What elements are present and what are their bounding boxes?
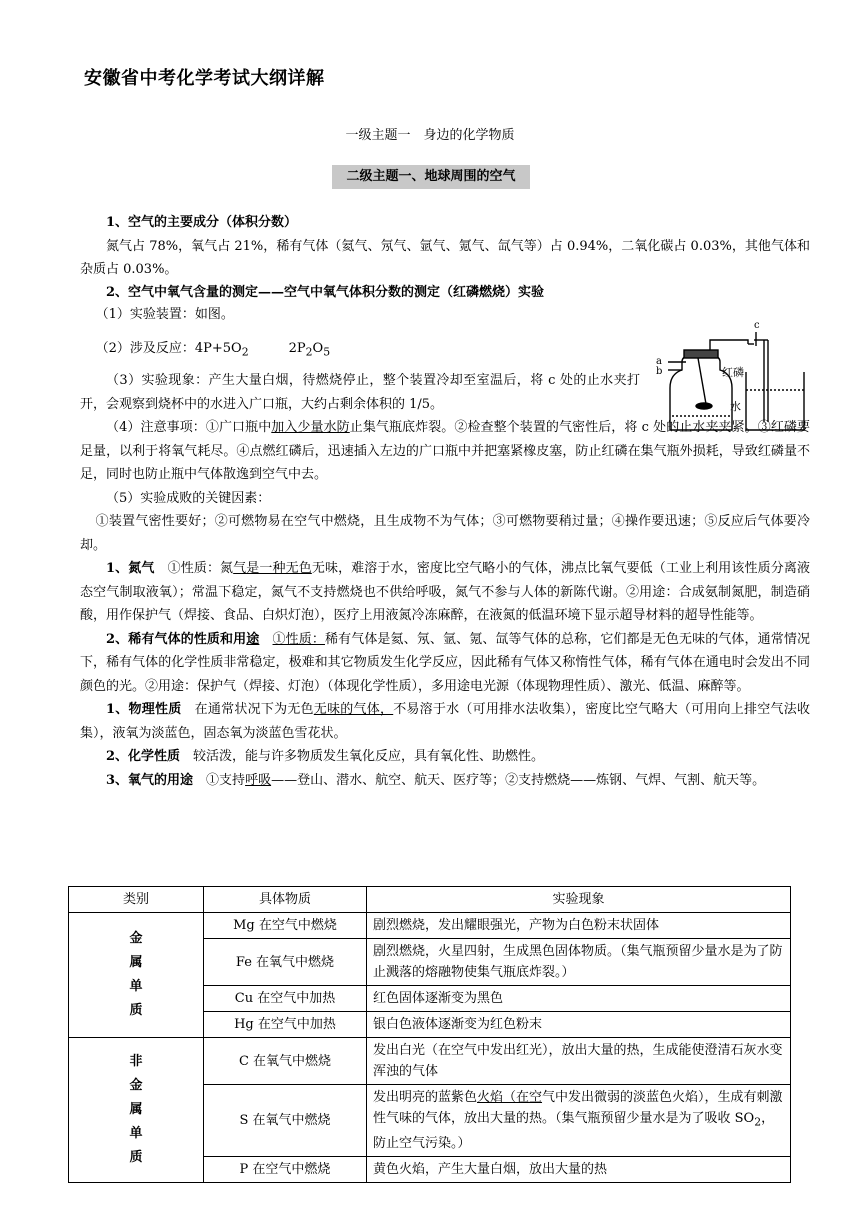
obs-underline: 火焰（在空 — [477, 1090, 543, 1105]
oxygen-physical-part-b: 不易溶于水（可用排水法收集），密度比空气略大（可用向上排空气法收集），液氧为淡蓝色，固态氧为淡蓝色雪花状。 — [80, 702, 810, 741]
header-category: 类别 — [69, 887, 204, 913]
substance-cell: Fe 在氧气中燃烧 — [204, 939, 367, 986]
rare-gas-heading: 2、稀有气体的性质和用 — [106, 631, 247, 647]
table-row — [69, 913, 791, 939]
key-factors-heading: （5）实验成败的关键因素： — [106, 490, 271, 506]
rare-gas-heading-underline: 途 — [246, 631, 260, 647]
nitrogen-part-b: 无味，难溶于水，密度比空气略小的气体，沸点比氧气要低（工业上利用该性质分离液态空气制取液氧）；常温下稳定，氮气不支持燃烧也不供给呼吸，氮气不参与人体的新陈代谢。②用途：合成氨制氮肥，制造硝酸，用作保护气（焊接、食品、白炽灯泡），医疗上用液氮冷冻麻醉，在液氮的低温环境下显示超导材料的超导性能等。 — [80, 561, 810, 623]
substance-cell: P 在空气中燃烧 — [204, 1156, 367, 1182]
label-water: 水 — [730, 400, 741, 413]
obs-part-c: ，防止空气污染。） — [373, 1111, 775, 1151]
substance-cell: Hg 在空气中加热 — [204, 1012, 367, 1038]
nitrogen-heading: 1、氮气 — [106, 561, 155, 576]
reaction-product-a: 2P — [288, 340, 306, 356]
section-1-text: 氮气占 78%，氧气占 21%，稀有气体（氦气、氖气、氩气、氪气、氙气等）占 0.94%，二氧化碳占 0.03%，其他气体和杂质占 0.03%。 — [80, 238, 810, 277]
oxygen-physical-part-a: 在通常状况下为无色 — [181, 702, 314, 717]
phenomenon-cell: 剧烈燃烧，火星四射，生成黑色固体物质。（集气瓶预留少量水是为了防止溅落的熔融物使集气瓶底炸裂。） — [367, 939, 791, 986]
header-substance: 具体物质 — [204, 887, 367, 913]
oxygen-use-part-b: ——登山、潜水、航空、航天、医疗等；②支持燃烧——炼钢、气焊、气割、航天等。 — [271, 772, 766, 788]
substance-cell: C 在氧气中燃烧 — [204, 1038, 367, 1085]
substance-cell: S 在氧气中燃烧 — [204, 1085, 367, 1157]
oxygen-physical-paragraph — [80, 698, 810, 745]
label-a: a — [656, 356, 662, 367]
reaction-product-b: O — [312, 340, 324, 356]
notes-underline: 加入少量水防 — [271, 420, 350, 435]
oxygen-use-underline: 呼吸 — [245, 772, 272, 788]
phenomenon-cell: 黄色火焰，产生大量白烟，放出大量的热 — [367, 1156, 791, 1182]
obs-part-b: 气中发出微弱的淡蓝色火焰），生成有刺激性气味的气体，放出大量的热。（集气瓶预留少量水是为了吸收 SO — [373, 1090, 783, 1126]
experiment-apparatus: （1）实验装置：如图。 — [95, 307, 234, 322]
section-2-items — [80, 303, 640, 364]
apparatus-figure — [646, 312, 808, 436]
label-b: b — [656, 366, 663, 377]
category-nonmetal: 非 金 属 单 质 — [69, 1038, 204, 1183]
topic-level-2: 二级主题一、地球周围的空气 — [332, 165, 530, 189]
table-header-row — [69, 887, 791, 913]
notes-part-a: （4）注意事项：①广口瓶中 — [106, 420, 272, 435]
section-1-heading: 1、空气的主要成分（体积分数） — [106, 215, 298, 230]
section-1 — [80, 211, 810, 282]
phenomenon-cell: 剧烈燃烧，发出耀眼强光，产物为白色粉末状固体 — [367, 913, 791, 939]
key-factors-text: ①装置气密性要好；②可燃物易在空气中燃烧，且生成物不为气体；③可燃物要稍过量；④操作要迅速；⑤反应后气体要冷却。 — [80, 514, 810, 553]
experiment-table — [68, 886, 791, 1183]
nitrogen-underline: 气是一种无色 — [233, 561, 312, 576]
phenomenon-cell: 红色固体逐渐变为黑色 — [367, 986, 791, 1012]
oxygen-physical-heading: 1、物理性质 — [106, 702, 182, 717]
phenomenon-cell — [367, 1085, 791, 1157]
label-c: c — [754, 320, 760, 331]
oxygen-chemical-text: 较活泼，能与许多物质发生氧化反应，具有氧化性、助燃性。 — [180, 749, 545, 764]
oxygen-use-paragraph — [80, 769, 810, 793]
substance-cell: Mg 在空气中燃烧 — [204, 913, 367, 939]
obs-part-a: 发出明亮的蓝紫色 — [373, 1090, 478, 1105]
oxygen-chemical-paragraph — [80, 745, 810, 769]
reaction-label: （2）涉及反应： — [95, 340, 195, 356]
nitrogen-paragraph — [80, 557, 810, 628]
oxygen-use-heading: 3、氧气的用途 — [106, 772, 194, 788]
experiment-phenomena: （3）实验现象：产生大量白烟，待燃烧停止，整个装置冷却至室温后，将 c 处的止水夹打开，会观察到烧杯中的水进入广口瓶，大约占剩余体积的 1/5。 — [80, 373, 640, 412]
oxygen-chemical-heading: 2、化学性质 — [106, 749, 181, 764]
obs-subscript: 2 — [754, 1115, 762, 1129]
header-phenomenon: 实验现象 — [367, 887, 791, 913]
oxygen-physical-underline: 无味的气体， — [313, 702, 394, 717]
topic-level-1: 一级主题一 身边的化学物质 — [345, 128, 515, 143]
substance-cell: Cu 在空气中加热 — [204, 986, 367, 1012]
label-red-phosphorus: 红磷 — [722, 366, 744, 379]
reaction-equation: （2）涉及反应：$4P+5O_2$ $2P_2O_5$ — [95, 340, 331, 359]
category-metal: 金 属 单 质 — [69, 913, 204, 1038]
rare-gas-text: 稀有气体是氦、氖、氩、氪、氙等气体的总称，它们都是无色无味的气体，通常情况下，稀有气体的化学性质非常稳定，极难和其它物质发生化学反应，因此稀有气体又称惰性气体，稀有气体在通电时会发出不同颜色的光。②用途：保护气（焊接、灯泡）（体现化学性质），多用途电光源（体现物理性质）、激光、低温、麻醉等。 — [80, 631, 810, 694]
section-2 — [80, 281, 810, 305]
document-title: 安徽省中考化学考试大纲详解 — [84, 68, 325, 89]
phenomenon-cell: 银白色液体逐渐变为红色粉末 — [367, 1012, 791, 1038]
phenomenon-cell: 发出白光（在空气中发出红光），放出大量的热，生成能使澄清石灰水变浑浊的气体 — [367, 1038, 791, 1085]
reaction-reactants: 4P+5O — [194, 340, 242, 356]
table-row — [69, 1038, 791, 1085]
rare-gas-property-label: ①性质： — [272, 631, 325, 647]
nitrogen-part-a: ①性质：氮 — [154, 561, 234, 576]
rare-gas-paragraph — [80, 628, 810, 699]
oxygen-use-part-a: ①支持 — [193, 772, 246, 788]
section-2-heading: 2、空气中氧气含量的测定——空气中氧气体积分数的测定（红磷燃烧）实验 — [106, 285, 545, 300]
notes-part-b: 止集气瓶底炸裂。②检查整个装置的气密性后，将 c 处的止水夹夹紧。③红磷要足量，以利于将氧气耗尽。④点燃红磷后，迅速插入左边的广口瓶中并把塞紧橡皮塞，防止红磷在集气瓶外损耗，导致红磷量不足，同时也防止瓶中气体散逸到空气中去。 — [80, 420, 810, 482]
